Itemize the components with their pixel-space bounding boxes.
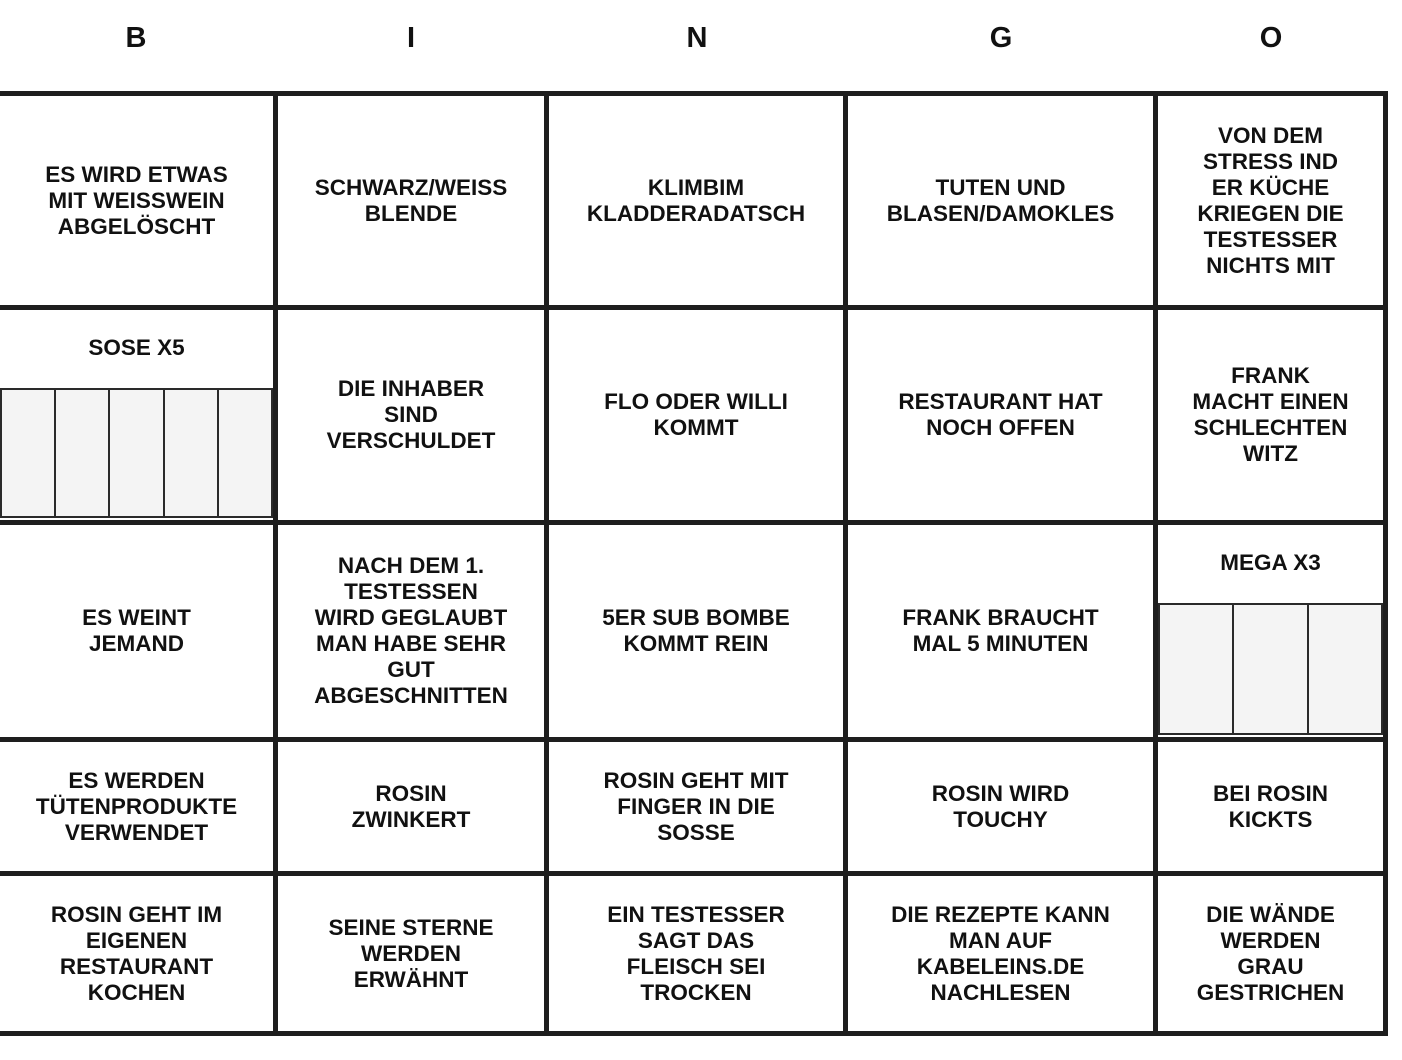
bingo-board — [0, 91, 1388, 1036]
bingo-cell-text: ES WIRD ETWAS MIT WEISSWEIN ABGELÖSCHT — [45, 161, 228, 239]
bingo-cell-text: RESTAURANT HAT NOCH OFFEN — [898, 389, 1103, 440]
bingo-cell[interactable] — [278, 876, 544, 1031]
tally-boxes — [1158, 603, 1383, 735]
tally-box[interactable] — [2, 390, 56, 516]
bingo-cell[interactable] — [278, 525, 544, 737]
bingo-cell-text: KLIMBIM KLADDERADATSCH — [586, 174, 806, 226]
tally-box[interactable] — [1160, 605, 1234, 733]
bingo-cell[interactable] — [848, 742, 1153, 871]
header-letter-i: I — [406, 22, 416, 54]
bingo-cell[interactable] — [278, 310, 544, 520]
bingo-cell[interactable] — [1158, 96, 1383, 305]
bingo-cell-text: FRANK MACHT EINEN SCHLECHTEN WITZ — [1192, 363, 1349, 466]
bingo-cell-text: ES WERDEN TÜTENPRODUKTE VERWENDET — [35, 767, 238, 845]
counter-label: MEGA X3 — [1220, 550, 1321, 575]
bingo-cell[interactable] — [549, 96, 843, 305]
tally-box[interactable] — [165, 390, 219, 516]
counter-label: SOSE X5 — [88, 335, 185, 360]
bingo-cell-text: ROSIN GEHT IM EIGENEN RESTAURANT KOCHEN — [50, 901, 223, 1005]
grid-line-horizontal — [0, 1031, 1388, 1036]
bingo-counter-cell — [0, 310, 273, 520]
bingo-cell[interactable] — [1158, 310, 1383, 520]
bingo-cell[interactable] — [0, 876, 273, 1031]
tally-box[interactable] — [56, 390, 110, 516]
bingo-cell[interactable] — [549, 742, 843, 871]
grid-line-vertical — [1383, 91, 1388, 1036]
bingo-cell-text: DIE WÄNDE WERDEN GRAU GESTRICHEN — [1196, 901, 1345, 1005]
bingo-cell[interactable] — [0, 525, 273, 737]
bingo-cell-text: ES WEINT JEMAND — [82, 605, 191, 656]
bingo-cell-text: ROSIN ZWINKERT — [351, 780, 471, 832]
bingo-cell[interactable] — [1158, 876, 1383, 1031]
bingo-cell[interactable] — [549, 310, 843, 520]
bingo-cell[interactable] — [278, 742, 544, 871]
bingo-cell-text: NACH DEM 1. TESTESSEN WIRD GEGLAUBT MAN HABE SEHR GUT ABGESCHNITTEN — [314, 553, 508, 708]
header-letter-g: G — [989, 22, 1013, 54]
bingo-cell-text: DIE REZEPTE KANN MAN AUF KABELEINS.DE NACHLESEN — [891, 901, 1110, 1005]
bingo-cell-text: FLO ODER WILLI KOMMT — [604, 389, 788, 440]
tally-boxes — [0, 388, 273, 518]
bingo-cell-text: TUTEN UND BLASEN/DAMOKLES — [886, 174, 1115, 226]
header-letter-b: B — [125, 22, 147, 54]
bingo-cell[interactable] — [848, 876, 1153, 1031]
bingo-cell[interactable] — [848, 96, 1153, 305]
bingo-cell-text: EIN TESTESSER SAGT DAS FLEISCH SEI TROCKEN — [607, 901, 785, 1005]
bingo-cell-text: ROSIN GEHT MIT FINGER IN DIE SOSSE — [603, 767, 789, 845]
tally-box[interactable] — [219, 390, 271, 516]
bingo-cell[interactable] — [848, 310, 1153, 520]
bingo-cell[interactable] — [278, 96, 544, 305]
bingo-cell[interactable] — [1158, 742, 1383, 871]
bingo-counter-cell — [1158, 525, 1383, 737]
tally-box[interactable] — [1309, 605, 1381, 733]
bingo-header — [0, 0, 1388, 92]
header-letter-o: O — [1259, 22, 1283, 54]
bingo-cell[interactable] — [549, 525, 843, 737]
bingo-cell[interactable] — [0, 742, 273, 871]
bingo-cell[interactable] — [848, 525, 1153, 737]
bingo-cell-text: 5ER SUB BOMBE KOMMT REIN — [602, 605, 790, 656]
bingo-cell-text: FRANK BRAUCHT MAL 5 MINUTEN — [902, 605, 1099, 656]
bingo-cell-text: SEINE STERNE WERDEN ERWÄHNT — [328, 914, 494, 992]
bingo-cell-text: VON DEM STRESS IND ER KÜCHE KRIEGEN DIE TESTESSER NICHTS MIT — [1197, 122, 1344, 278]
bingo-cell-text: BEI ROSIN KICKTS — [1212, 780, 1329, 832]
tally-box[interactable] — [1234, 605, 1308, 733]
header-letter-n: N — [686, 22, 708, 54]
bingo-cell-text: DIE INHABER SIND VERSCHULDET — [326, 376, 496, 453]
bingo-cell-text: SCHWARZ/WEISS BLENDE — [314, 174, 508, 226]
bingo-cell-text: ROSIN WIRD TOUCHY — [931, 780, 1070, 832]
bingo-cell[interactable] — [0, 96, 273, 305]
bingo-cell[interactable] — [549, 876, 843, 1031]
tally-box[interactable] — [110, 390, 164, 516]
